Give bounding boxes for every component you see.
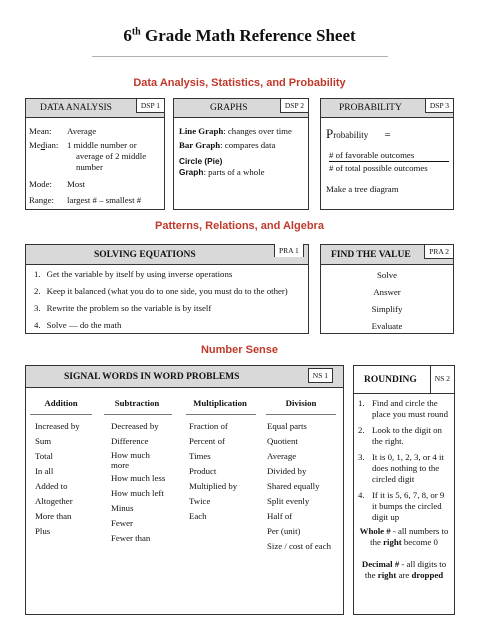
rounding-step: 4. If it is 5, 6, 7, 8, or 9 it bumps the circled digit up [358, 490, 445, 522]
rounding-step: 1. Find and circle the place you must round [358, 398, 448, 419]
decimal-rule: Decimal # - all digits to the right are dropped [361, 559, 447, 580]
probability-denominator: # of total possible outcomes [329, 163, 428, 173]
graphs-label: GRAPHS [210, 103, 248, 113]
col-underline [30, 414, 92, 415]
signal-word: Shared equally [267, 481, 320, 491]
probability-label: PROBABILITY [339, 103, 402, 113]
division-words [267, 420, 343, 555]
signal-word: Twice [189, 496, 211, 506]
signal-word: In all [35, 466, 54, 476]
rounding-label: ROUNDING [364, 375, 417, 385]
probability-formula-label: Probability = [326, 126, 391, 141]
pra1-tag: PRA 1 [274, 244, 304, 257]
line-graph-text: Line Graph: changes over time [179, 126, 292, 136]
section-heading-data-analysis: Data Analysis, Statistics, and Probability [133, 77, 346, 89]
rounding-step: 2. Look to the digit on the right. [358, 425, 442, 446]
col-header-subtraction: Subtraction [114, 398, 160, 408]
col-header-multiplication: Multiplication [193, 398, 247, 408]
signal-word: Fewer than [111, 533, 151, 543]
probability-box [320, 98, 454, 210]
col-underline [266, 414, 336, 415]
solving-steps-list [34, 269, 334, 337]
signal-word: Added to [35, 481, 68, 491]
dsp3-tag: DSP 3 [425, 98, 454, 113]
signal-word: Percent of [189, 436, 225, 446]
signal-word: Divided by [267, 466, 307, 476]
signal-word: Per (unit) [267, 526, 301, 536]
signal-word: Difference [111, 436, 149, 446]
pra2-tag: PRA 2 [424, 244, 454, 259]
data-analysis-box [25, 98, 165, 210]
mean-term: Mean: [29, 126, 52, 136]
median-def-3: number [76, 162, 103, 172]
solving-equations-header [26, 245, 308, 265]
rounding-step: 3. It is 0, 1, 2, 3, or 4 it does nothing to the circled digit [358, 452, 444, 484]
page-title: 6th Grade Math Reference Sheet [123, 26, 356, 45]
signal-word: Times [189, 451, 211, 461]
bar-graph-text: Bar Graph: compares data [179, 140, 276, 150]
signal-word: Product [189, 466, 217, 476]
signal-word: More than [35, 511, 72, 521]
signal-word: Increased by [35, 421, 80, 431]
col-underline [104, 414, 172, 415]
signal-word: Quotient [267, 436, 298, 446]
signal-word: Fewer [111, 518, 133, 528]
signal-word: Total [35, 451, 53, 461]
graphs-header [174, 99, 308, 118]
signal-word: How much more [111, 450, 150, 470]
subtraction-words [111, 420, 179, 547]
find-value-box [320, 244, 454, 334]
signal-word: Average [267, 451, 297, 461]
ns1-tag: NS 1 [308, 368, 333, 383]
section-heading-number-sense: Number Sense [200, 344, 279, 356]
circle-pie-text: Circle (Pie) [179, 156, 223, 166]
signal-word: Fraction of [189, 421, 228, 431]
mode-term: Mode: [29, 179, 52, 189]
probability-header [321, 99, 453, 118]
ns2-tag: NS 2 [430, 365, 455, 394]
col-header-addition: Addition [44, 398, 78, 408]
multiplication-words [189, 420, 261, 525]
signal-word: Minus [111, 503, 134, 513]
signal-word: Size / cost of each [267, 541, 331, 551]
probability-numerator: # of favorable outcomes [329, 150, 449, 162]
median-term: Median: [29, 140, 59, 150]
find-value-item: Answer [373, 287, 401, 297]
signal-word: Half of [267, 511, 293, 521]
signal-word: How much left [111, 488, 164, 498]
signal-word: Sum [35, 436, 52, 446]
dsp1-tag: DSP 1 [136, 98, 165, 113]
signal-word: Decreased by [111, 421, 159, 431]
rounding-header [353, 365, 455, 394]
find-value-header [321, 245, 453, 265]
solving-step: 3. Rewrite the problem so the variable is by itself [34, 303, 212, 313]
mean-def: Average [67, 126, 97, 136]
whole-number-rule: Whole # - all numbers to the right become 0 [359, 526, 449, 547]
median-def-2: average of 2 middle [76, 151, 147, 161]
graphs-box [173, 98, 309, 210]
signal-words-label: SIGNAL WORDS IN WORD PROBLEMS [64, 372, 240, 382]
signal-word: Plus [35, 526, 51, 536]
signal-word: How much less [111, 473, 166, 483]
solving-step: 4. Solve — do the math [34, 320, 122, 330]
section-heading-patterns: Patterns, Relations, and Algebra [155, 220, 324, 232]
title-divider [92, 56, 388, 57]
find-value-item: Evaluate [371, 321, 403, 331]
mode-def: Most [67, 179, 86, 189]
signal-word: Altogether [35, 496, 73, 506]
median-def-1: 1 middle number or [67, 140, 137, 150]
data-analysis-header [26, 99, 164, 118]
rounding-steps-list [358, 398, 454, 528]
signal-word: Multiplied by [189, 481, 238, 491]
solving-step: 1. Get the variable by itself by using inverse operations [34, 269, 233, 279]
find-value-item: Simplify [371, 304, 403, 314]
col-header-division: Division [285, 398, 317, 408]
solving-step: 2. Keep it balanced (what you do to one side, you must do to the other) [34, 286, 288, 296]
data-analysis-label: DATA ANALYSIS [40, 103, 112, 113]
graph-parts-text: Graph: parts of a whole [179, 167, 265, 177]
find-value-label: FIND THE VALUE [331, 250, 411, 260]
solving-equations-label: SOLVING EQUATIONS [94, 250, 196, 260]
signal-word: Equal parts [267, 421, 307, 431]
signal-word: Split evenly [267, 496, 310, 506]
range-def: largest # – smallest # [67, 195, 142, 205]
find-value-item: Solve [376, 270, 398, 280]
dsp2-tag: DSP 2 [280, 98, 309, 113]
signal-word: Each [189, 511, 207, 521]
range-term: Range: [29, 195, 54, 205]
signal-words-header [26, 366, 343, 388]
tree-diagram-text: Make a tree diagram [326, 184, 399, 194]
addition-words [35, 420, 101, 540]
col-underline [186, 414, 256, 415]
